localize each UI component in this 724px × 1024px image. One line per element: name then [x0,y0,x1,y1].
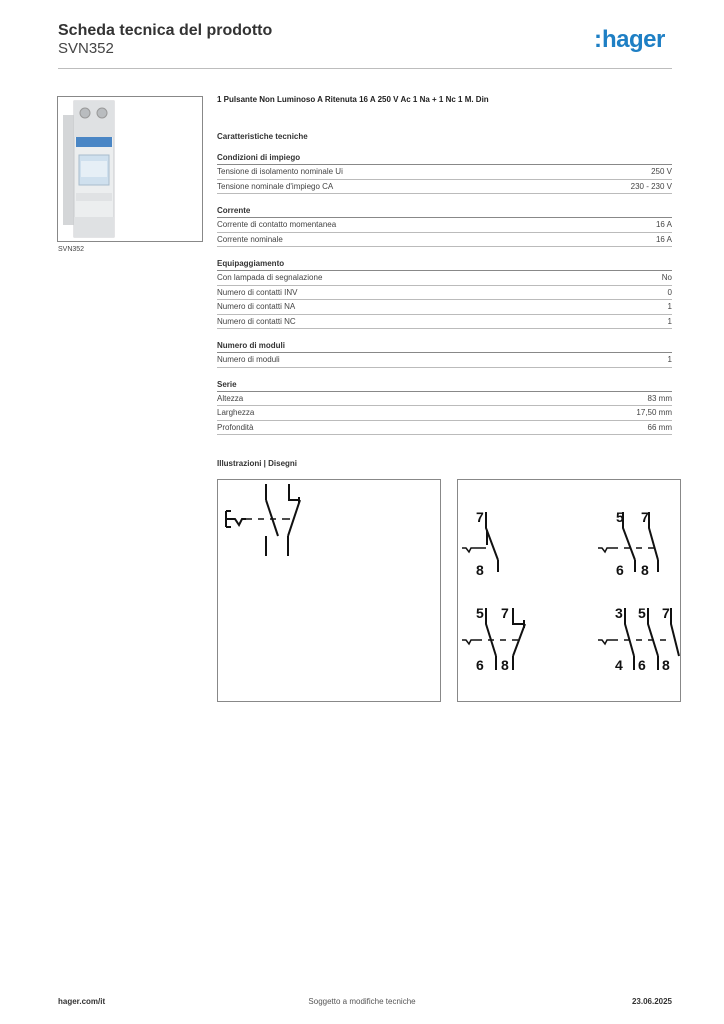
terminal-label: 6 [476,657,484,673]
spec-value: 1 [667,316,672,326]
contact-diagram-4 [598,605,679,673]
spec-group-title: Numero di moduli [217,341,672,353]
terminal-label: 7 [501,605,509,621]
product-photo-frame [57,96,203,242]
spec-row [217,406,672,421]
footer-website[interactable]: hager.com/it [58,997,106,1006]
spec-label: Tensione nominale d'impiego CA [217,181,334,191]
logo-text: hager [602,26,665,53]
terminal-label: 3 [615,605,623,621]
spec-value: No [661,273,672,282]
product-description: 1 Pulsante Non Luminoso A Ritenuta 16 A 250 V Ac 1 Na + 1 Nc 1 M. Din [217,95,489,104]
specs-title: Caratteristiche tecniche [217,132,308,141]
terminal-label: 5 [638,605,646,621]
terminal-label: 6 [638,657,646,673]
spec-group-title: Corrente [217,206,672,218]
spec-label: Con lampada di segnalazione [217,273,323,282]
pushbutton-symbol-icon [218,480,440,701]
spec-value: 16 A [655,234,672,244]
spec-group-moduli [217,341,672,368]
spec-row [217,286,672,301]
spec-group-equipaggiamento [217,259,672,329]
terminal-label: 5 [616,509,624,525]
spec-row [217,353,672,368]
symbol-drawing-box [217,479,441,702]
spec-value: 17,50 mm [636,408,672,417]
spec-value: 250 V [651,167,672,176]
hager-logo: :hager [594,26,665,53]
spec-row [217,271,672,286]
terminal-label: 5 [476,605,484,621]
terminal-label: 8 [476,562,484,578]
spec-label: Numero di moduli [217,355,280,364]
photo-caption: SVN352 [58,246,85,253]
spec-value: 66 mm [647,422,672,432]
spec-group-title: Serie [217,380,672,392]
spec-group-condizioni [217,153,672,194]
spec-row [217,165,672,180]
terminal-label: 7 [476,509,484,525]
terminal-label: 7 [641,509,649,525]
spec-value: 0 [667,287,672,297]
spec-row [217,233,672,248]
spec-group-serie [217,380,672,436]
spec-label: Profondità [217,422,254,432]
product-code: SVN352 [58,40,114,57]
spec-group-title: Condizioni di impiego [217,153,672,165]
spec-row [217,218,672,233]
spec-value: 16 A [655,220,672,229]
contact-diagram-3 [462,605,525,673]
footer-note: Soggetto a modifiche tecniche [308,997,416,1006]
spec-label: Larghezza [217,408,255,417]
spec-label: Altezza [217,393,244,403]
header-divider [58,68,672,69]
terminal-label: 8 [641,562,649,578]
illustrations-title: Illustrazioni | Disegni [217,459,298,468]
spec-value: 230 - 230 V [630,181,672,191]
terminal-label: 6 [616,562,624,578]
spec-value: 1 [667,355,672,364]
spec-row [217,300,672,315]
terminal-label: 8 [501,657,509,673]
spec-group-title: Equipaggiamento [217,259,672,271]
spec-value: 83 mm [647,393,672,403]
spec-row [217,315,672,330]
spec-label: Numero di contatti NC [217,316,296,326]
page-title: Scheda tecnica del prodotto [58,22,273,39]
terminal-label: 8 [662,657,670,673]
modular-switch-product-photo [58,97,202,241]
spec-label: Corrente di contatto momentanea [217,220,337,229]
contact-diagram-1 [462,509,498,578]
terminal-label: 4 [615,657,623,673]
spec-label: Numero di contatti INV [217,287,298,297]
spec-label: Corrente nominale [217,234,283,244]
spec-label: Numero di contatti NA [217,302,296,311]
spec-row [217,180,672,195]
terminal-label: 7 [662,605,670,621]
footer-date: 23.06.2025 [631,997,672,1006]
spec-row [217,421,672,436]
spec-group-corrente [217,206,672,247]
spec-row [217,392,672,407]
spec-label: Tensione di isolamento nominale Ui [217,167,343,176]
spec-value: 1 [667,302,672,311]
specs-section [217,95,672,447]
contact-diagram-2 [598,509,658,578]
contact-diagrams-box [457,479,681,702]
